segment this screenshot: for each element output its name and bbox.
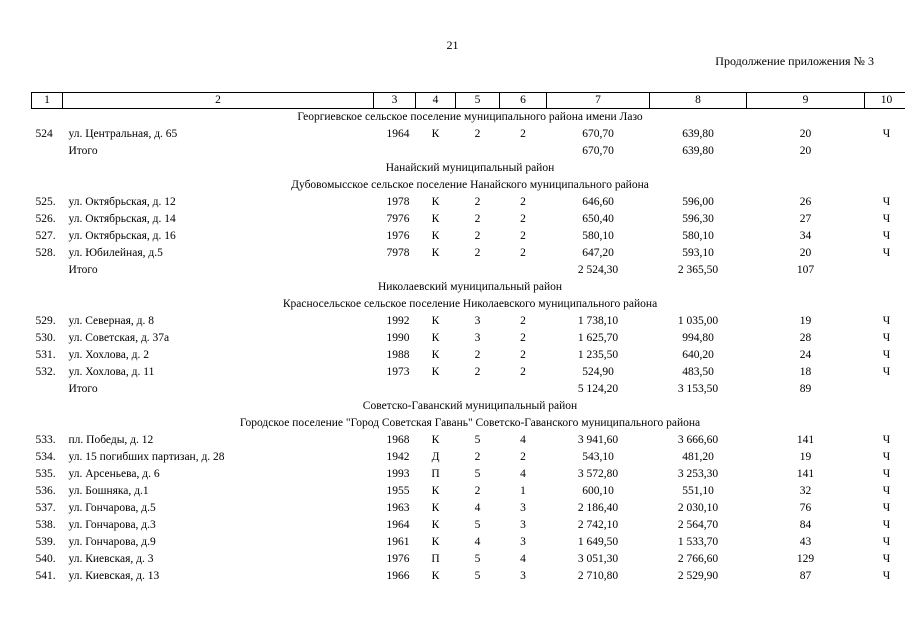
table-cell: 3 <box>520 519 526 531</box>
table-cell: ул. Киевская, д. 3 <box>68 553 154 565</box>
table-cell: 3 <box>474 332 481 344</box>
table-cell: 1966 <box>386 570 410 582</box>
table-cell: 551,10 <box>682 485 714 497</box>
table-cell: 3 <box>520 536 526 548</box>
table-cell: 24 <box>799 349 812 361</box>
table-row <box>32 449 905 466</box>
table-cell: 540. <box>35 553 56 565</box>
table-cell: 1976 <box>386 553 410 565</box>
table-cell: 524,90 <box>582 366 614 378</box>
table-cell: ул. Хохлова, д. 2 <box>68 349 149 361</box>
table-cell: Ч <box>882 349 891 361</box>
table-cell: 19 <box>799 315 812 327</box>
table-cell: 1 649,50 <box>577 536 619 548</box>
table-cell: 483,50 <box>682 366 714 378</box>
table-row <box>32 534 905 551</box>
table-cell: 528. <box>35 247 56 259</box>
table-cell <box>456 381 500 398</box>
total-row <box>32 381 905 398</box>
table-cell: 27 <box>799 213 812 225</box>
table-cell: 5 <box>474 519 481 531</box>
table-cell: 2 <box>520 332 526 344</box>
column-header: 8 <box>650 93 747 109</box>
table-cell: 3 572,80 <box>577 468 619 480</box>
table-row <box>32 245 905 262</box>
table-cell: 2 186,40 <box>577 502 619 514</box>
table-cell: К <box>431 485 440 497</box>
table-row <box>32 483 905 500</box>
table-cell: 2 766,60 <box>677 553 719 565</box>
table-cell: 19 <box>799 451 812 463</box>
table-cell: 1978 <box>386 196 410 208</box>
table-cell: 107 <box>796 264 815 276</box>
table-cell: 580,10 <box>582 230 614 242</box>
table-cell: 593,10 <box>682 247 714 259</box>
table-cell: 2 <box>474 366 481 378</box>
table-cell: 543,10 <box>582 451 614 463</box>
table-cell: Ч <box>882 230 891 242</box>
table-cell: 2 <box>520 451 526 463</box>
table-cell: К <box>431 247 440 259</box>
table-cell: 1942 <box>386 451 410 463</box>
table-cell: 481,20 <box>682 451 714 463</box>
table-cell: 87 <box>799 570 812 582</box>
table-cell: К <box>431 213 440 225</box>
table-cell: 529. <box>35 315 56 327</box>
table-cell: 34 <box>799 230 812 242</box>
table-cell: 4 <box>474 502 481 514</box>
table-cell: К <box>431 570 440 582</box>
table-cell: 4 <box>520 468 526 480</box>
table-cell: 5 124,20 <box>577 383 619 395</box>
table-cell: 5 <box>474 553 481 565</box>
table-cell: 3 <box>520 570 526 582</box>
table-cell: П <box>431 553 440 565</box>
table-cell: 4 <box>520 434 526 446</box>
table-cell: 18 <box>799 366 812 378</box>
table-cell: 76 <box>799 502 812 514</box>
table-cell: Ч <box>882 553 891 565</box>
table-cell: 1964 <box>386 128 410 140</box>
table-cell: 2 030,10 <box>677 502 719 514</box>
table-cell: К <box>431 230 440 242</box>
table-cell <box>500 262 547 279</box>
table-cell: 539. <box>35 536 56 548</box>
table-cell: 525. <box>35 196 56 208</box>
table-cell: 670,70 <box>582 128 614 140</box>
table-cell: 5 <box>474 434 481 446</box>
table-cell: 538. <box>35 519 56 531</box>
table-cell: 532. <box>35 366 56 378</box>
table-cell: К <box>431 519 440 531</box>
table-cell: 84 <box>799 519 812 531</box>
table-cell <box>32 381 63 398</box>
column-header: 3 <box>374 93 416 109</box>
table-cell: Итого <box>68 264 98 276</box>
table-cell: Ч <box>882 485 891 497</box>
table-cell: 650,40 <box>582 213 614 225</box>
table-cell: Ч <box>882 536 891 548</box>
table-cell: 639,80 <box>682 145 714 157</box>
table-cell: ул. Арсеньева, д. 6 <box>68 468 160 480</box>
table-cell <box>456 262 500 279</box>
table-cell: К <box>431 128 440 140</box>
total-row <box>32 143 905 160</box>
table-cell: ул. Октябрьская, д. 16 <box>68 230 176 242</box>
table-cell: 2 742,10 <box>577 519 619 531</box>
table-cell: 2 <box>474 451 481 463</box>
table-cell: 1993 <box>386 468 410 480</box>
section-heading-row <box>32 296 905 313</box>
table-cell: 534. <box>35 451 56 463</box>
table-cell: Ч <box>882 196 891 208</box>
table-row <box>32 364 905 381</box>
table-cell: 530. <box>35 332 56 344</box>
table-cell: 2 <box>520 366 526 378</box>
table-row <box>32 330 905 347</box>
table-cell <box>32 143 63 160</box>
table-cell: Ч <box>882 451 891 463</box>
table-cell: Ч <box>882 213 891 225</box>
table-cell: 580,10 <box>682 230 714 242</box>
housing-table <box>31 92 905 585</box>
table-cell: 1976 <box>386 230 410 242</box>
table-row <box>32 466 905 483</box>
table-cell: П <box>431 468 440 480</box>
table-cell: 2 <box>474 247 481 259</box>
section-heading: Нанайский муниципальный район <box>385 162 555 174</box>
table-cell: 670,70 <box>582 145 614 157</box>
table-cell: 32 <box>799 485 812 497</box>
table-cell: ул. 15 погибших партизан, д. 28 <box>68 451 225 463</box>
table-row <box>32 211 905 228</box>
table-cell <box>500 143 547 160</box>
section-heading: Советско-Гаванский муниципальный район <box>362 400 578 412</box>
table-row <box>32 432 905 449</box>
table-cell <box>374 262 416 279</box>
table-cell: ул. Киевская, д. 13 <box>68 570 160 582</box>
table-cell: Итого <box>68 383 98 395</box>
table-cell: 596,00 <box>682 196 714 208</box>
table-cell: 1963 <box>386 502 410 514</box>
section-heading: Городское поселение "Город Советская Гавань" Советско-Гаванского муниципального района <box>239 417 701 429</box>
table-cell <box>416 143 456 160</box>
table-cell: 1 625,70 <box>577 332 619 344</box>
table-cell: 2 <box>520 247 526 259</box>
table-cell <box>32 262 63 279</box>
table-cell: К <box>431 332 440 344</box>
table-row <box>32 126 905 143</box>
table-cell: 2 365,50 <box>677 264 719 276</box>
table-cell: К <box>431 434 440 446</box>
table-cell: К <box>431 196 440 208</box>
section-heading-row <box>32 177 905 194</box>
table-cell: 20 <box>799 247 812 259</box>
table-cell: 1 738,10 <box>577 315 619 327</box>
section-heading-row <box>32 279 905 296</box>
table-cell: 536. <box>35 485 56 497</box>
table-cell: 537. <box>35 502 56 514</box>
column-header: 7 <box>547 93 650 109</box>
table-row <box>32 517 905 534</box>
table-cell: 600,10 <box>582 485 614 497</box>
table-cell <box>416 262 456 279</box>
table-cell <box>374 381 416 398</box>
table-cell: Ч <box>882 366 891 378</box>
table-cell: 2 524,30 <box>577 264 619 276</box>
table-cell: Ч <box>882 128 891 140</box>
table-cell: 541. <box>35 570 56 582</box>
table-cell: 2 <box>520 213 526 225</box>
table-cell: ул. Центральная, д. 65 <box>68 128 178 140</box>
table-cell: 1 <box>520 485 526 497</box>
table-cell: ул. Северная, д. 8 <box>68 315 155 327</box>
table-cell: пл. Победы, д. 12 <box>68 434 154 446</box>
section-heading: Георгиевское сельское поселение муниципального района имени Лазо <box>297 111 643 123</box>
table-cell: 2 <box>520 315 526 327</box>
table-cell: 2 529,90 <box>677 570 719 582</box>
table-cell: 141 <box>796 434 815 446</box>
table-cell: 2 564,70 <box>677 519 719 531</box>
table-cell: 4 <box>520 553 526 565</box>
column-header: 9 <box>747 93 865 109</box>
table-cell: Ч <box>882 247 891 259</box>
table-cell: 7976 <box>386 213 410 225</box>
table-cell: Ч <box>882 315 891 327</box>
table-cell: 596,30 <box>682 213 714 225</box>
table-cell: 3 <box>520 502 526 514</box>
table-cell: 3 051,30 <box>577 553 619 565</box>
table-cell: 1 035,00 <box>677 315 719 327</box>
table-cell: 526. <box>35 213 56 225</box>
table-cell: 43 <box>799 536 812 548</box>
section-heading-row <box>32 109 905 127</box>
table-cell: 26 <box>799 196 812 208</box>
table-cell: 2 <box>474 196 481 208</box>
section-heading: Дубовомысское сельское поселение Нанайского муниципального района <box>291 179 649 191</box>
table-cell: 533. <box>35 434 56 446</box>
column-header-row <box>32 93 905 109</box>
table-cell: 646,60 <box>582 196 614 208</box>
section-heading-row <box>32 415 905 432</box>
table-cell: ул. Юбилейная, д.5 <box>68 247 163 259</box>
table-row <box>32 194 905 211</box>
table-cell: 2 <box>474 485 481 497</box>
table-row <box>32 347 905 364</box>
table-cell: Ч <box>882 468 891 480</box>
table-cell: 4 <box>474 536 481 548</box>
table-cell: Ч <box>882 332 891 344</box>
column-header: 1 <box>32 93 63 109</box>
table-cell: Ч <box>882 519 891 531</box>
table-cell: 1988 <box>386 349 410 361</box>
appendix-note: Продолжение приложения № 3 <box>715 54 874 68</box>
column-header: 4 <box>416 93 456 109</box>
table-cell: 2 <box>520 230 526 242</box>
table-cell: 1990 <box>386 332 410 344</box>
table-cell: 2 <box>520 349 526 361</box>
table-row <box>32 313 905 330</box>
table-cell: Д <box>431 451 440 463</box>
column-header: 2 <box>63 93 374 109</box>
table-cell: 2 <box>474 128 481 140</box>
table-cell: ул. Бошняка, д.1 <box>68 485 149 497</box>
total-row <box>32 262 905 279</box>
table-cell <box>865 381 905 398</box>
table-cell: Ч <box>882 570 891 582</box>
section-heading-row <box>32 160 905 177</box>
table-cell: 994,80 <box>682 332 714 344</box>
table-cell: 1973 <box>386 366 410 378</box>
table-cell: Ч <box>882 434 891 446</box>
table-cell: 2 <box>474 349 481 361</box>
table-cell: ул. Гончарова, д.5 <box>68 502 156 514</box>
table-cell <box>374 143 416 160</box>
table-cell <box>865 143 905 160</box>
table-cell: 3 153,50 <box>677 383 719 395</box>
table-cell: 3 253,30 <box>677 468 719 480</box>
table-cell: К <box>431 536 440 548</box>
table-cell: ул. Гончарова, д.3 <box>68 519 156 531</box>
table-cell: 20 <box>799 128 812 140</box>
table-cell <box>500 381 547 398</box>
table-cell: ул. Советская, д. 37а <box>68 332 170 344</box>
table-cell <box>416 381 456 398</box>
page-number: 21 <box>446 38 459 52</box>
table-cell: 2 <box>474 213 481 225</box>
table-row <box>32 568 905 585</box>
table-cell: 1 533,70 <box>677 536 719 548</box>
table-row <box>32 551 905 568</box>
table-cell: 2 <box>520 196 526 208</box>
table-cell: 1 235,50 <box>577 349 619 361</box>
section-heading: Красносельское сельское поселение Николаевского муниципального района <box>282 298 658 310</box>
table-cell: ул. Октябрьская, д. 14 <box>68 213 176 225</box>
table-cell: 1992 <box>386 315 410 327</box>
table-cell: К <box>431 315 440 327</box>
column-header: 10 <box>865 93 905 109</box>
table-cell <box>865 262 905 279</box>
table-row <box>32 228 905 245</box>
column-header: 5 <box>456 93 500 109</box>
section-heading: Николаевский муниципальный район <box>377 281 563 293</box>
column-header: 6 <box>500 93 547 109</box>
table-cell: 141 <box>796 468 815 480</box>
table-cell: 129 <box>796 553 815 565</box>
table-cell: 647,20 <box>582 247 614 259</box>
table-cell: 3 <box>474 315 481 327</box>
table-cell: 535. <box>35 468 56 480</box>
table-cell: 2 <box>474 230 481 242</box>
table-cell: 1964 <box>386 519 410 531</box>
table-cell: 524 <box>35 128 53 140</box>
table-cell: 89 <box>799 383 812 395</box>
table-cell: 1968 <box>386 434 410 446</box>
table-cell: 1955 <box>386 485 410 497</box>
table-cell: 2 710,80 <box>577 570 619 582</box>
table-cell: 1961 <box>386 536 410 548</box>
table-cell: 28 <box>799 332 812 344</box>
table-cell: 7978 <box>386 247 410 259</box>
table-cell: К <box>431 502 440 514</box>
table-cell: 639,80 <box>682 128 714 140</box>
table-cell: 5 <box>474 468 481 480</box>
table-cell: ул. Октябрьская, д. 12 <box>68 196 176 208</box>
table-cell: 20 <box>799 145 812 157</box>
table-row <box>32 500 905 517</box>
table-cell: Ч <box>882 502 891 514</box>
table-cell: 640,20 <box>682 349 714 361</box>
table-cell: 531. <box>35 349 56 361</box>
table-cell: 527. <box>35 230 56 242</box>
table-cell: 3 941,60 <box>577 434 619 446</box>
table-cell: 2 <box>520 128 526 140</box>
table-cell <box>456 143 500 160</box>
table-cell: ул. Хохлова, д. 11 <box>68 366 155 378</box>
table-cell: 5 <box>474 570 481 582</box>
section-heading-row <box>32 398 905 415</box>
table-cell: К <box>431 366 440 378</box>
table-cell: К <box>431 349 440 361</box>
table-cell: 3 666,60 <box>677 434 719 446</box>
table-cell: ул. Гончарова, д.9 <box>68 536 156 548</box>
table-cell: Итого <box>68 145 98 157</box>
